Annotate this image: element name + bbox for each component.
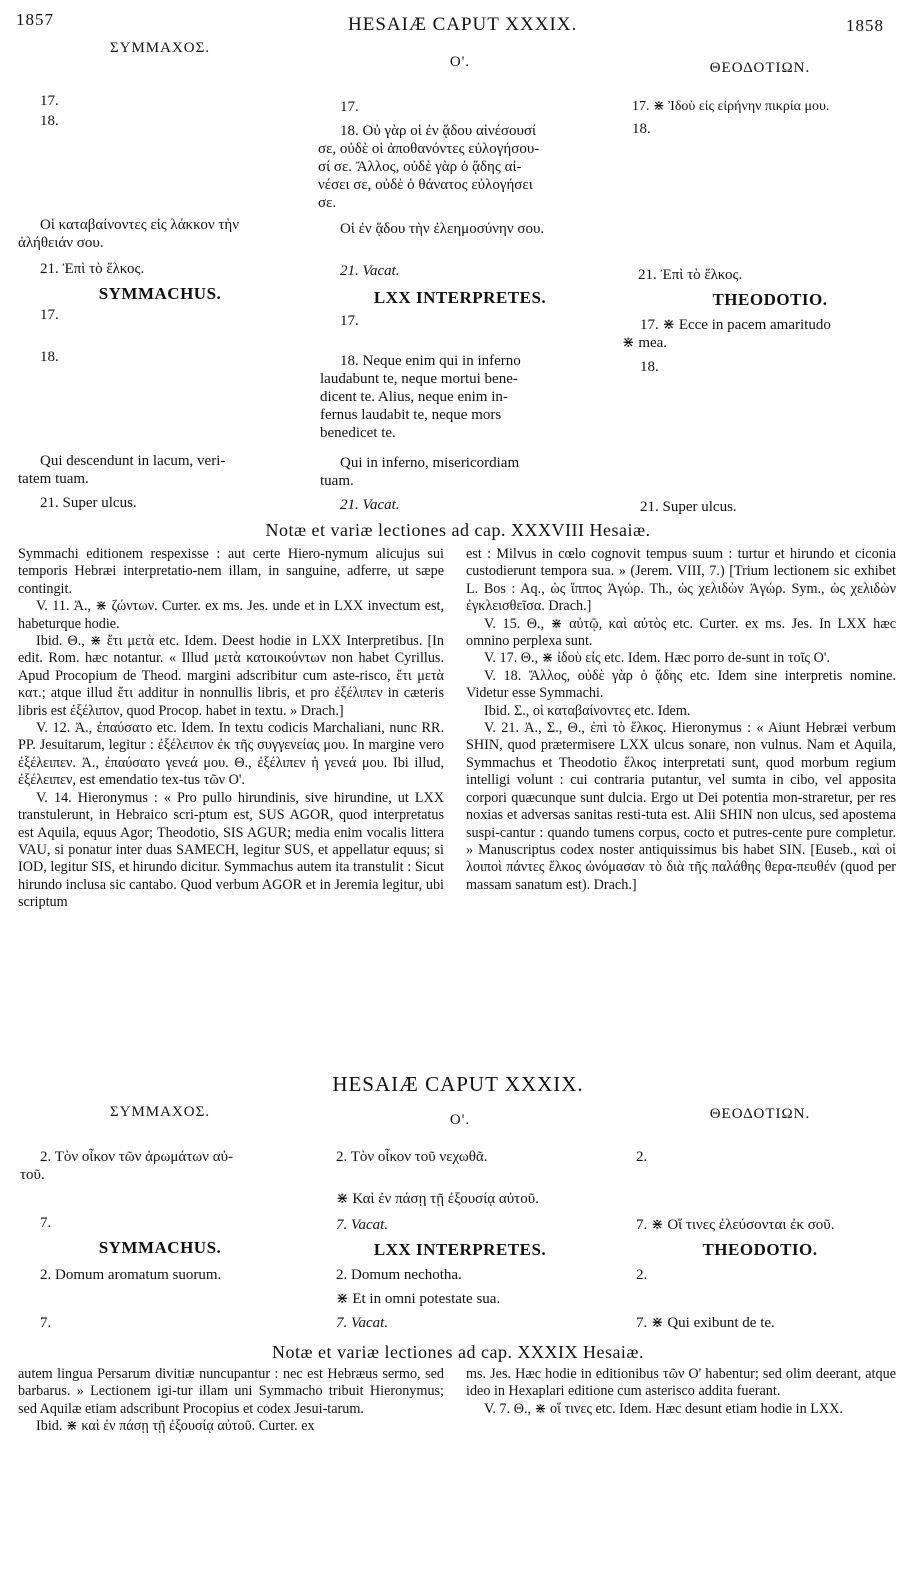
s1-latin-lxx-21: 21. Vacat. xyxy=(340,497,400,513)
note-paragraph: V. 15. Θ., ⋇ αὐτῷ, καὶ αὐτὸς etc. Curter. ex ms. Jes. In LXX hæc omnino perplexa sunt. xyxy=(466,615,896,650)
notes-title-ch38: Notæ et variæ lectiones ad cap. XXXVIII Hesaiæ. xyxy=(265,520,651,540)
s2-greek-symm-7: 7. xyxy=(40,1215,52,1231)
col-head-lxx-greek: Ο'. xyxy=(449,54,471,70)
s1-latin-theod-17: 17. ⋇ Ecce in pacem amaritudo xyxy=(640,317,831,333)
s2-latin-lxx-2: 2. Domum nechotha. xyxy=(336,1267,462,1283)
notes-title-ch39: Notæ et variæ lectiones ad cap. XXXIX Hesaiæ. xyxy=(272,1342,644,1362)
note-paragraph: V. 17. Θ., ⋇ ἰδοὺ εἰς etc. Idem. Hæc porro de-sunt in τοῖς Ο'. xyxy=(484,650,830,667)
s1-latin-lxx-line: fernus laudabit te, neque mors xyxy=(320,407,502,423)
s1-latin-symm-21: 21. Super ulcus. xyxy=(40,495,137,511)
note-paragraph: V. 21. Ἀ., Σ., Θ., ἐπὶ τὸ ἕλκος. Hieronymus : « Aiunt Hebræi verbum SHIN, quod prætermisere LXX ulcus sonare, non vulnus. Nam et Aquila, Symmachus et Theodotio ἕλκος interpretati sunt, quod morbum regium intelligi volunt : cui contraria putantur, vel sumta in cibo, vel apposita corpori quæcunque sunt dulcia. Ergo ut Dei potentia mon-straretur, per res noxias et adversas sanitas resti-tuta est. Alii SHIN non ulcus, sed apostema suspi-cantur : quando tumens corpus, cocto et putres-cente pure completur. » Manuscriptus codex noster antiquissimus bis habet SIN. [Euseb., καὶ οἱ λοιποὶ πάντες ἕλκος ὠνόμασαν τὸ διὰ τῆς παλάθης θερα-πευθέν (quod per massam sanatum est). Drach.] xyxy=(466,720,896,893)
s1-latin-lxx-line: laudabunt te, neque mortui bene- xyxy=(320,371,518,387)
latin-head-lxx: LXX INTERPRETES. xyxy=(373,288,547,307)
right-page-number: 1858 xyxy=(846,16,884,35)
s1-latin-lxx-line: Qui in inferno, misericordiam xyxy=(340,455,520,471)
note-paragraph: Ibid. Σ., οἱ καταβαίνοντες etc. Idem. xyxy=(484,702,691,719)
notes-ch39-left-column xyxy=(18,1366,444,1436)
s1-latin-symm-18: 18. xyxy=(40,349,59,365)
note-paragraph: V. 7. Θ., ⋇ οἵ τινες etc. Idem. Hæc desunt etiam hodie in LXX. xyxy=(484,1400,843,1417)
s1-latin-theod-line: ⋇ mea. xyxy=(622,335,668,351)
latin-head-symmachus: SYMMACHUS. xyxy=(98,284,222,303)
s1-greek-symm-21: 21. Ἐπὶ τὸ ἕλκος. xyxy=(40,261,145,277)
s2-latin-symm-2: 2. Domum aromatum suorum. xyxy=(40,1267,222,1283)
s1-greek-lxx-line: 18. Οὐ γὰρ οἱ ἐν ᾅδου αἰνέσουσί xyxy=(340,123,537,139)
note-paragraph: est : Milvus in cœlo cognovit tempus suum : turtur et hirundo et ciconia custodierunt tempora sua. » (Jerem. VIII, 7.) [Trium lectionem sic exhibet L. Bos : Aq., ὡς ἵππος Ἀγώρ. Th., ὡς χελιδὼν Ἀγώρ. Sym., ὡς χελιδὼν ἐγκλεισθεῖσα. Drach.] xyxy=(466,546,896,615)
s1-greek-lxx-line: σε, οὐδὲ οἱ ἀποθανόντες εὐλογήσου- xyxy=(318,141,540,157)
note-paragraph: Symmachi editionem respexisse : aut certe Hiero-nymum alicujus sui temporis Hebræi interpretatio-nem illam, in sanguine, adferre, ut sæpe contingit. xyxy=(18,546,444,597)
note-paragraph: Ibid. Θ., ⋇ ἔτι μετὰ etc. Idem. Deest hodie in LXX Interpretibus. [In edit. Rom. hæc notantur. « Illud μετὰ κατοικούντων non habet Cyrillus. Apud Procopium de Theod. margini adscribitur cum aste-risco, ἔτι μετὰ κατ.; atque illud ἔτι additur in nonnullis libris, et pro ἐξέλιπεν in cæteris libris est ἐξέλιπον, quod Procop. habet in textu. » Drach.] xyxy=(18,633,444,719)
s1-greek-symm-18: 18. xyxy=(40,113,59,129)
note-paragraph: V. 11. Ἀ., ⋇ ζώντων. Curter. ex ms. Jes. unde et in LXX invectum est, habeturque hodie. xyxy=(18,598,444,632)
col-head-symmachus-greek: ΣΥΜΜΑΧΟΣ. xyxy=(109,40,211,56)
latin-head-theodotio: THEODOTIO. xyxy=(712,290,828,309)
s1-latin-lxx-line: dicent te. Alius, neque enim in- xyxy=(320,389,508,405)
s1-latin-theod-21: 21. Super ulcus. xyxy=(640,499,737,515)
s1-latin-theod-18: 18. xyxy=(640,359,659,375)
s2-latin-symm-7: 7. xyxy=(40,1315,52,1331)
s1-latin-symm-line: tatem tuam. xyxy=(18,471,89,487)
note-paragraph: Ibid. ⋇ καὶ ἐν πάσῃ τῇ ἐξουσίᾳ αὐτοῦ. Curter. ex xyxy=(36,1418,315,1435)
note-paragraph: V. 14. Hieronymus : « Pro pullo hirundinis, sive hirundine, ut LXX transtulerunt, in Hebraico scri-ptum est, SUS AGOR, quod interpretatus est Aquila, equus Agor; Theodotio, SIS AGUR; media enim vocalis littera VAU, si ponatur inter duas SAMECH, legitur SUS, et appellatur equus; si IOD, legitur SIS, et hirundo dicitur. Symmachus autem ita transtulit : Sicut hirundo inclusa sic cantabo. Quod verbum AGOR et in Jeremia legitur, ubi scriptum xyxy=(18,789,444,911)
s1-latin-symm-17: 17. xyxy=(40,307,59,323)
s2-greek-lxx-2: 2. Τὸν οἶκον τοῦ νεχωθᾶ. xyxy=(336,1149,488,1165)
s1-latin-symm-line: Qui descendunt in lacum, veri- xyxy=(40,453,226,469)
latin-head-lxx-ch39: LXX INTERPRETES. xyxy=(373,1240,547,1259)
notes-ch38-left-column xyxy=(18,546,444,912)
s1-latin-lxx-line: tuam. xyxy=(320,473,354,489)
notes-ch38-right-column xyxy=(466,546,896,894)
s2-greek-symm-line: τοῦ. xyxy=(20,1167,45,1183)
note-paragraph: V. 18. Ἄλλος, οὐδὲ γὰρ ὁ ᾅδης etc. Idem sine interpretis nomine. Videtur esse Symmachi. xyxy=(466,667,896,702)
col-head-theodotion-greek-ch39: ΘΕΟΔΟΤΙΩΝ. xyxy=(709,1106,811,1122)
latin-head-symmachus-ch39: SYMMACHUS. xyxy=(98,1238,222,1257)
s2-greek-lxx-7: 7. Vacat. xyxy=(336,1217,389,1233)
col-head-theodotion-greek: ΘΕΟΔΟΤΙΩΝ. xyxy=(709,60,811,76)
note-paragraph: V. 12. Ἀ., ἐπαύσατο etc. Idem. In textu codicis Marchaliani, nunc RR. PP. Jesuitarum, legitur : ἐξέλειπον ἐκ τῆς συγγενείας μου. In margine vero ἐξέλειπεν. Ἀ., ἐπαύσατο γενεά μου. Θ., ἐξέλιπεν ἡ γενεά μου. Ibi illud, ἐξέλειπεν, est emendatio tex-tus τῶν Ο'. xyxy=(18,720,444,789)
s2-greek-theod-7: 7. ⋇ Οἵ τινες ἐλεύσονται ἐκ σοῦ. xyxy=(636,1217,835,1233)
running-title: HESAIÆ CAPUT XXXIX. xyxy=(348,14,578,35)
left-page-number: 1857 xyxy=(16,10,54,29)
s2-greek-lxx-line: ⋇ Καὶ ἐν πάσῃ τῇ ἐξουσίᾳ αὐτοῦ. xyxy=(336,1191,539,1207)
s1-greek-lxx-line: σί σε. Ἄλλος, οὐδὲ γὰρ ὁ ᾅδης αἰ- xyxy=(318,159,522,175)
s1-greek-theod-18: 18. xyxy=(632,121,651,137)
col-head-lxx-greek-ch39: Ο'. xyxy=(449,1112,471,1128)
note-paragraph: autem lingua Persarum divitiæ nuncupantur : nec est Hebræus sermo, sed barbarus. » Lectionem igi-tur illam uni Symmacho tribuit Hieronymus; sed Aquilæ etiam adscribunt Procopius et codex Jesui-tarum. xyxy=(18,1366,444,1417)
s1-greek-lxx-line: Οἱ ἐν ᾅδου τὴν ἐλεημοσύνην σου. xyxy=(340,221,545,237)
s2-greek-symm-2: 2. Τὸν οἶκον τῶν ἀρωμάτων αὐ- xyxy=(40,1149,233,1165)
s2-latin-lxx-line: ⋇ Et in omni potestate sua. xyxy=(336,1291,501,1307)
s1-greek-symm-line: ἀλήθειάν σου. xyxy=(18,235,104,251)
s1-greek-lxx-line: σε. xyxy=(318,195,337,211)
chapter-39-title: HESAIÆ CAPUT XXXIX. xyxy=(332,1072,584,1096)
s1-greek-lxx-17: 17. xyxy=(340,99,359,115)
s1-greek-lxx-21: 21. Vacat. xyxy=(340,263,400,279)
s1-greek-symm-line: Οἱ καταβαίνοντες εἰς λάκκον τὴν xyxy=(40,217,240,233)
s1-greek-theod-21: 21. Ἐπὶ τὸ ἕλκος. xyxy=(638,267,743,283)
s1-greek-lxx-line: νέσει σε, οὐδὲ ὁ θάνατος εὐλογήσει xyxy=(318,177,533,193)
s1-latin-lxx-17: 17. xyxy=(340,313,359,329)
note-paragraph: ms. Jes. Hæc hodie in editionibus τῶν Ο' habentur; sed olim deerant, atque ideo in Hexaplari editione cum asterisco addita fuerant. xyxy=(466,1366,896,1400)
s2-latin-theod-7: 7. ⋇ Qui exibunt de te. xyxy=(636,1315,775,1331)
s1-latin-lxx-line: 18. Neque enim qui in inferno xyxy=(340,353,521,369)
s2-latin-lxx-7: 7. Vacat. xyxy=(336,1315,389,1331)
latin-head-theodotio-ch39: THEODOTIO. xyxy=(702,1240,818,1259)
col-head-symmachus-greek-ch39: ΣΥΜΜΑΧΟΣ. xyxy=(109,1104,211,1120)
s1-latin-lxx-line: benedicet te. xyxy=(320,425,396,441)
notes-ch39-right-column xyxy=(466,1366,896,1418)
s2-greek-theod-2: 2. xyxy=(636,1149,648,1165)
s1-greek-theod-17: 17. ⋇ Ἰδοὺ εἰς εἰρήνην πικρία μου. xyxy=(632,99,830,114)
s1-greek-symm-17: 17. xyxy=(40,93,59,109)
s2-latin-theod-2: 2. xyxy=(636,1267,648,1283)
